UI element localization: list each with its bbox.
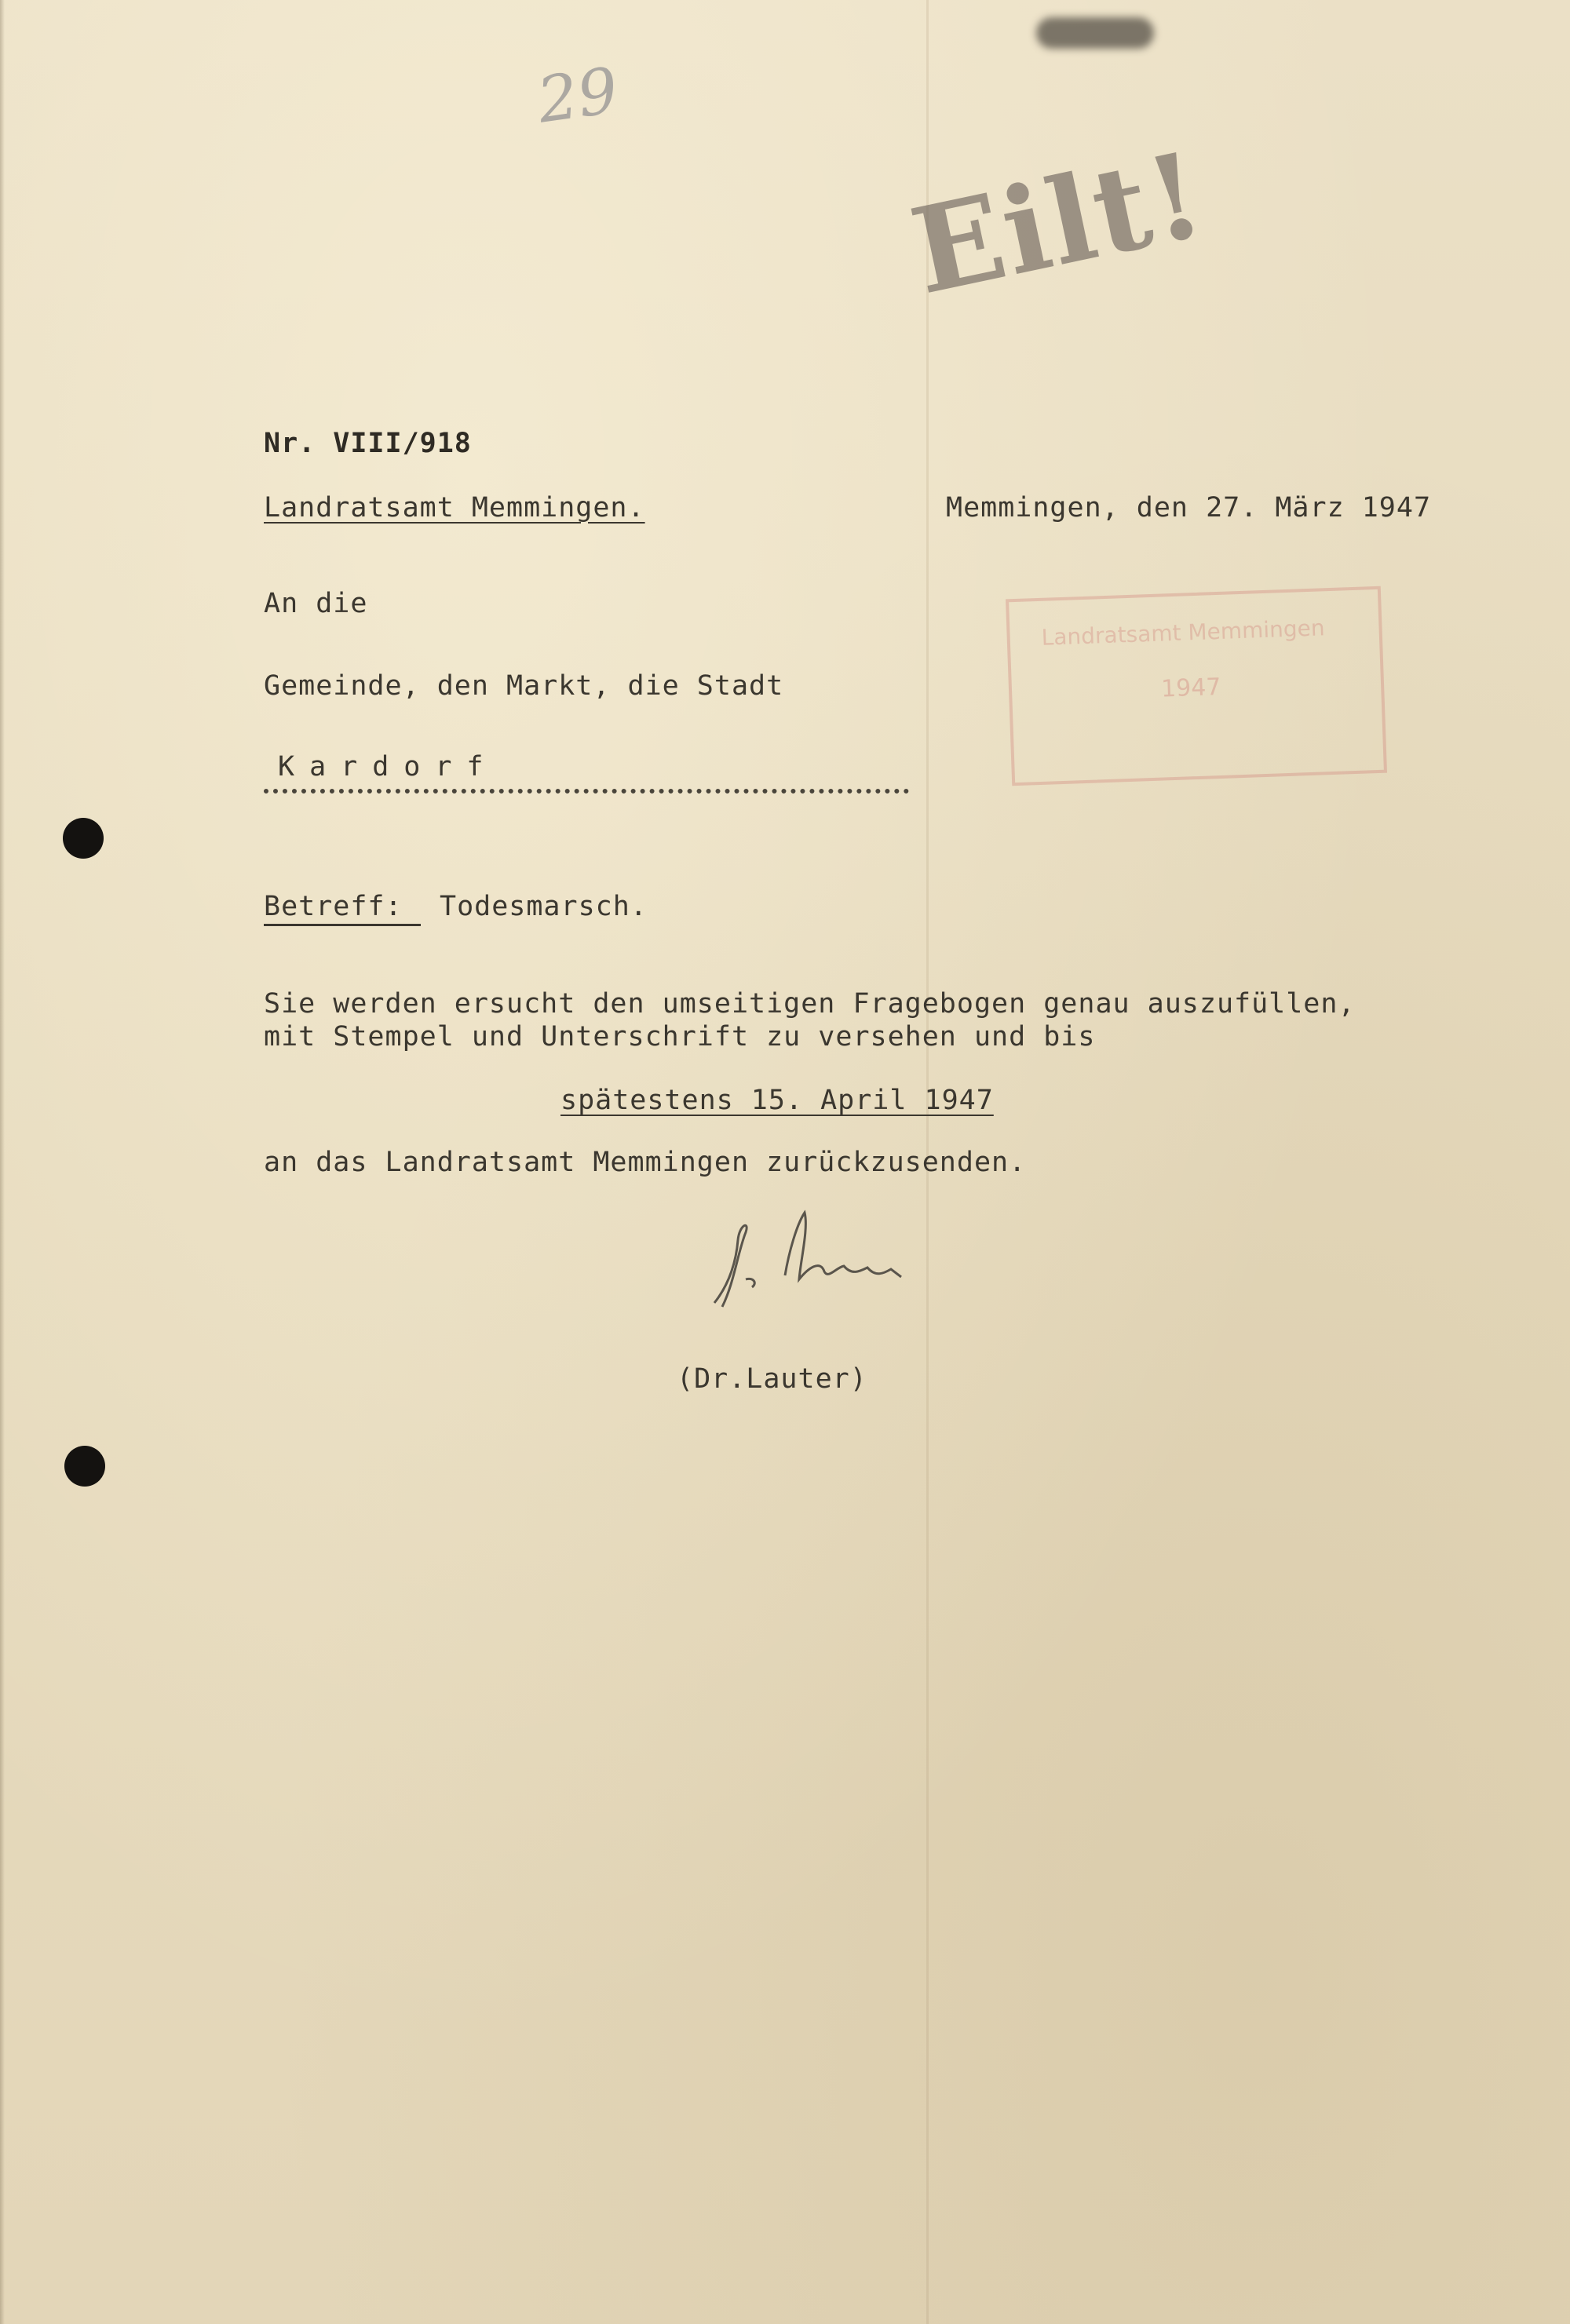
body-line-3: an das Landratsamt Memmingen zurückzusenden. — [264, 1147, 1027, 1178]
subject-text: Todesmarsch. — [440, 891, 648, 922]
recipient-line-2: Gemeinde, den Markt, die Stadt — [264, 670, 784, 702]
town-dotted-line — [264, 789, 909, 794]
subject-underline — [264, 924, 421, 926]
pencil-page-number: 29 — [533, 53, 623, 137]
recipient-town: Kardorf — [278, 751, 498, 783]
body-line-1: Sie werden ersucht den umseitigen Fragebogen genau auszufüllen, — [264, 988, 1356, 1020]
subject-label: Betreff: — [264, 891, 403, 922]
deadline: spätestens 15. April 1947 — [560, 1085, 994, 1116]
received-stamp-year: 1947 — [1160, 673, 1222, 703]
signatory-name: (Dr.Lauter) — [677, 1363, 867, 1395]
recipient-line-1: An die — [264, 588, 368, 619]
place-date: Memmingen, den 27. März 1947 — [946, 492, 1432, 524]
handwritten-signature — [691, 1205, 926, 1323]
body-line-2: mit Stempel und Unterschrift zu versehen und bis — [264, 1021, 1096, 1053]
punch-hole-top — [63, 818, 104, 859]
punch-hole-bottom — [64, 1446, 105, 1487]
reference-number: Nr. VIII/918 — [264, 428, 472, 459]
issuing-office: Landratsamt Memmingen. — [264, 492, 645, 524]
ink-smudge — [1036, 17, 1154, 49]
urgent-stamp: Eilt! — [900, 125, 1217, 322]
received-stamp-office: Landratsamt Memmingen — [1041, 615, 1326, 651]
paper-edge — [0, 0, 5, 2324]
received-stamp — [1006, 586, 1387, 786]
